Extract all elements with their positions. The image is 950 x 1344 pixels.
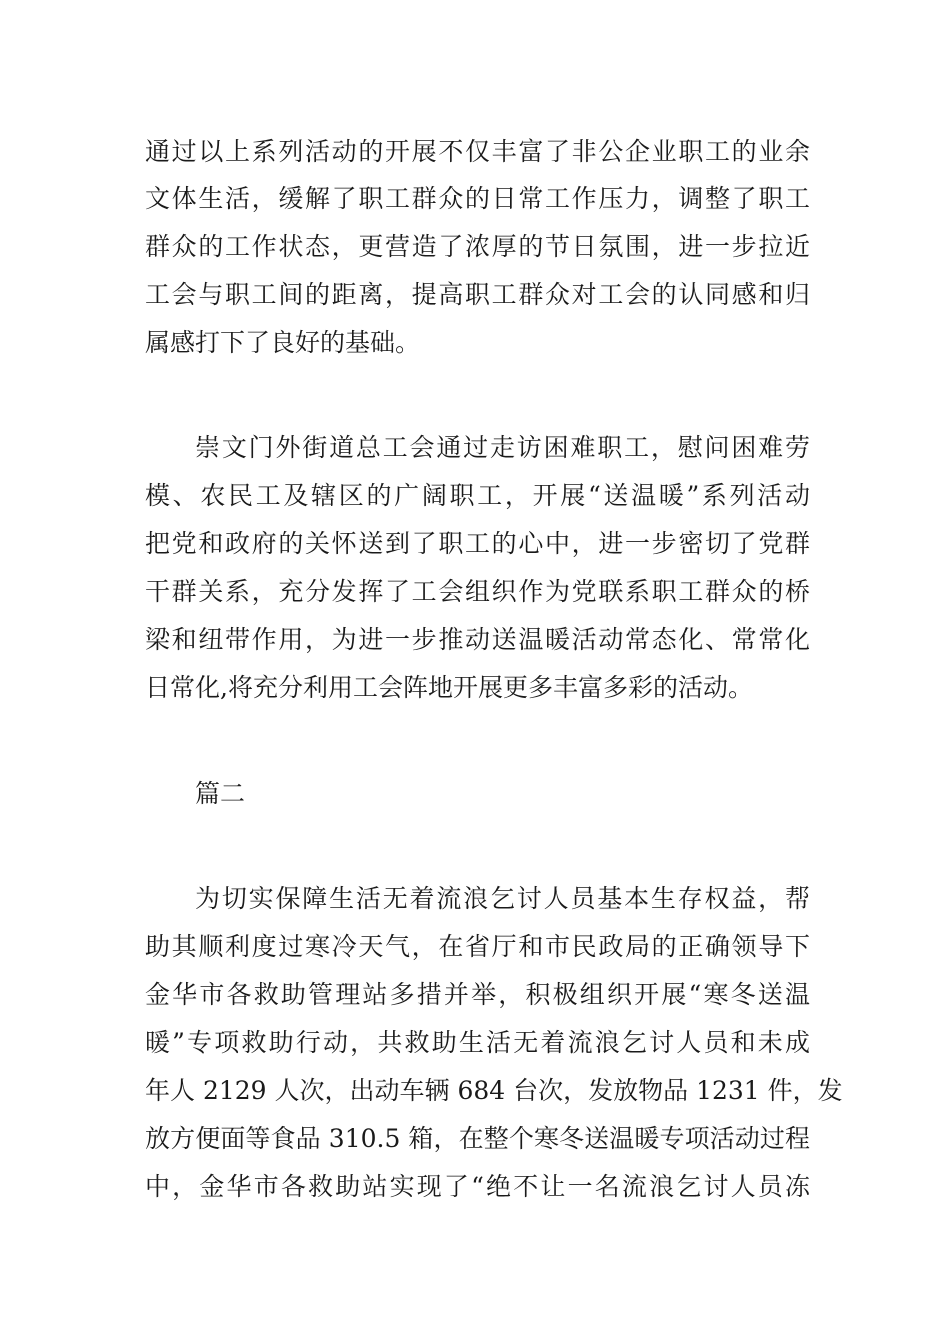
paragraph-3-line-7: 中，金华市各救助站实现了“绝不让一名流浪乞讨人员冻 <box>145 1172 810 1201</box>
section-heading: 篇二 <box>195 779 246 808</box>
paragraph-2-line-6: 日常化,将充分利用工会阵地开展更多丰富多彩的活动。 <box>145 673 753 702</box>
paragraph-3-line-6: 放方便面等食品 310.5 箱，在整个寒冬送温暖专项活动过程 <box>145 1124 810 1153</box>
paragraph-3-line-5: 年人 2129 人次，出动车辆 684 台次，发放物品 1231 件，发 <box>145 1076 843 1105</box>
paragraph-3-line-1: 为切实保障生活无着流浪乞讨人员基本生存权益，帮 <box>195 884 810 913</box>
paragraph-2-line-4: 干群关系，充分发挥了工会组织作为党联系职工群众的桥 <box>145 577 810 606</box>
paragraph-1-line-5: 属感打下了良好的基础。 <box>145 328 421 357</box>
paragraph-1-line-3: 群众的工作状态，更营造了浓厚的节日氛围，进一步拉近 <box>145 232 810 261</box>
paragraph-2-line-3: 把党和政府的关怀送到了职工的心中，进一步密切了党群 <box>145 529 810 558</box>
paragraph-1-line-1: 通过以上系列活动的开展不仅丰富了非公企业职工的业余 <box>145 137 810 166</box>
paragraph-2-line-1: 崇文门外街道总工会通过走访困难职工，慰问困难劳 <box>195 433 810 462</box>
paragraph-3-line-4: 暖”专项救助行动，共救助生活无着流浪乞讨人员和未成 <box>145 1028 810 1057</box>
paragraph-3-line-3: 金华市各救助管理站多措并举，积极组织开展“寒冬送温 <box>145 980 810 1009</box>
paragraph-1-line-2: 文体生活，缓解了职工群众的日常工作压力，调整了职工 <box>145 184 810 213</box>
paragraph-2-line-5: 梁和纽带作用，为进一步推动送温暖活动常态化、常常化 <box>145 625 810 654</box>
paragraph-1-line-4: 工会与职工间的距离，提高职工群众对工会的认同感和归 <box>145 280 810 309</box>
paragraph-2-line-2: 模、农民工及辖区的广阔职工，开展“送温暖”系列活动 <box>145 481 810 510</box>
paragraph-3-line-2: 助其顺利度过寒冷天气，在省厅和市民政局的正确领导下 <box>145 932 810 961</box>
